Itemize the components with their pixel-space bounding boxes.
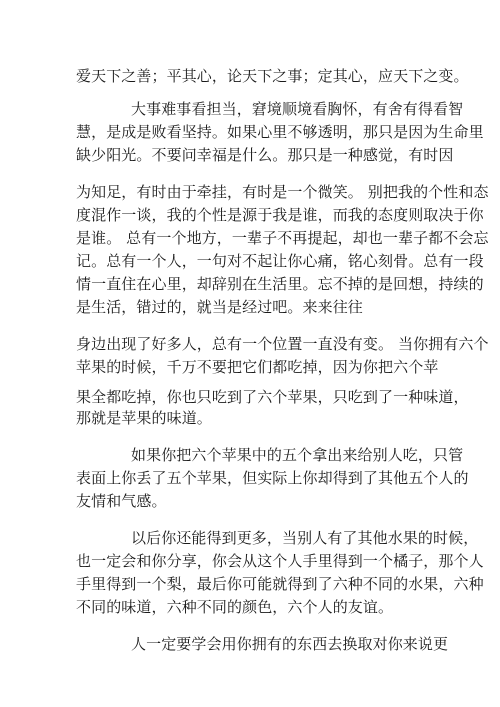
text-line: 记。总有一个人，一句对不起让你心痛，铭心刻骨。总有一段 [76,252,484,270]
text-line: 苹果的时候，千万不要把它们都吃掉，因为你把六个苹 [76,358,439,376]
text-line: 为知足，有时由于牵挂，有时是一个微笑。 别把我的个性和态 [76,183,489,201]
text-line: 如果你把六个苹果中的五个拿出来给别人吃，只管 [131,446,464,464]
text-line: 是谁。 总有一个地方，一辈子不再提起，却也一辈子都不会忘 [76,229,489,247]
text-line: 是生活，错过的，就当是经过吧。来来往往 [76,298,363,316]
text-line: 手里得到一个梨，最后你可能就得到了六种不同的水果，六种 [76,575,484,593]
text-line: 人一定要学会用你拥有的东西去换取对你来说更 [131,635,449,653]
text-line: 慧，是成是败看坚持。如果心里不够透明，那只是因为生命里 [76,123,484,141]
text-line: 以后你还能得到更多，当别人有了其他水果的时候， [131,529,479,547]
text-line: 果全都吃掉，你也只吃到了六个苹果，只吃到了一种味道， [76,388,469,406]
text-line: 情一直住在心里，却辞别在生活里。忘不掉的是回想，持续的 [76,275,484,293]
text-line: 度混作一谈，我的个性是源于我是谁，而我的态度则取决于你 [76,206,484,224]
text-line: 不同的味道，六种不同的颜色，六个人的友谊。 [76,598,394,616]
text-line: 那就是苹果的味道。 [76,409,212,427]
text-line: 也一定会和你分享，你会从这个人手里得到一个橘子，那个人 [76,552,484,570]
text-line: 友情和气感。 [76,492,167,510]
text-line: 缺少阳光。不要问幸福是什么。那只是一种感觉，有时因 [76,146,454,164]
text-line: 大事难事看担当，窘境顺境看胸怀，有舍有得看智 [131,100,464,118]
text-line: 表面上你丢了五个苹果，但实际上你却得到了其他五个人的 [76,469,469,487]
text-line: 爱天下之善；平其心，论天下之事；定其心，应天下之变。 [76,67,469,85]
text-line: 身边出现了好多人，总有一个位置一直没有变。 当你拥有六个 [76,335,489,353]
